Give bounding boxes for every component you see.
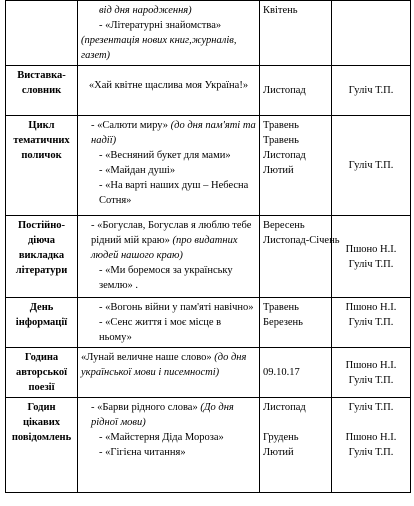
event-note: (до дня української мови і писемності) xyxy=(81,352,247,378)
event-list-cell xyxy=(78,398,260,493)
table-row xyxy=(6,116,411,216)
responsible-person: Пшоно Н.І. xyxy=(345,359,397,371)
event-date: Травень xyxy=(263,120,299,131)
event-form-cell: Виставка-словник xyxy=(6,66,78,116)
event-list-cell xyxy=(78,66,260,116)
table-row xyxy=(6,298,411,348)
event-title: - «Літературні знайомства» xyxy=(99,20,222,31)
table-row xyxy=(6,66,411,116)
table-row xyxy=(6,1,411,66)
event-title: - «Салюти миру» xyxy=(91,120,169,131)
table-row xyxy=(6,348,411,398)
event-form-cell: День інформації xyxy=(6,298,78,348)
plan-table-body xyxy=(6,1,411,493)
event-title: - «Барви рідного слова» xyxy=(91,402,198,413)
event-dates-cell xyxy=(260,348,332,398)
responsible-person: Пшоно Н.І. xyxy=(345,432,397,443)
event-title: «Лунай величне наше слово» xyxy=(81,352,212,363)
event-date: Травень xyxy=(263,135,299,146)
event-item xyxy=(81,263,256,293)
event-title: - «Ми боремося за українську землю» . xyxy=(99,265,233,291)
plan-table xyxy=(5,0,411,493)
responsible-person: Пшоно Н.І. xyxy=(345,243,397,255)
event-date: Квітень xyxy=(263,5,298,16)
table-row xyxy=(6,398,411,493)
responsible-person: Гуліч Т.П. xyxy=(348,447,394,458)
event-title: - «Майдан душі» xyxy=(99,165,176,176)
event-dates-cell xyxy=(260,66,332,116)
event-form-cell: Постійно-діюча викладка літератури xyxy=(6,216,78,298)
event-date: Листопад-Січень xyxy=(263,235,340,246)
event-note: (про видатних людей нашого краю) xyxy=(91,235,238,261)
event-item xyxy=(81,300,256,315)
event-title: - «Сенс життя і моє місце в ньому» xyxy=(99,317,222,343)
event-dates-cell xyxy=(260,1,332,66)
event-dates-cell xyxy=(260,216,340,298)
responsible-person xyxy=(335,3,407,18)
event-title: - «Майстерня Діда Мороза» xyxy=(99,432,224,443)
event-form-cell: Година авторської поезії xyxy=(6,348,78,398)
event-list-cell xyxy=(78,1,260,66)
event-title: - «На варті наших душ – Небесна Сотня» xyxy=(99,180,249,206)
event-title: - «Богуслав, Богуслав я люблю тебе рідний мій краю» xyxy=(91,220,252,246)
event-item xyxy=(81,178,256,208)
responsible-person: Гуліч Т.П. xyxy=(348,374,394,386)
event-item xyxy=(81,400,256,430)
event-date: Листопад xyxy=(263,150,306,161)
event-date: Листопад xyxy=(263,85,306,96)
responsible-cell xyxy=(332,398,411,493)
event-item xyxy=(81,445,256,460)
table-row xyxy=(6,216,411,298)
responsible-person xyxy=(335,415,407,430)
event-item xyxy=(81,163,256,178)
event-item xyxy=(81,315,256,345)
responsible-person: Гуліч Т.П. xyxy=(348,85,394,96)
event-date: Лютий xyxy=(263,165,294,176)
event-date: Листопад xyxy=(263,402,306,413)
responsible-cell xyxy=(332,216,411,298)
event-item xyxy=(81,78,256,93)
event-note: (презентація нових книг,журналів, газет) xyxy=(81,35,237,61)
event-list-cell xyxy=(78,348,260,398)
event-note: (до дня пам'яті та надії) xyxy=(91,120,256,146)
event-item xyxy=(81,33,256,63)
responsible-person: Гуліч Т.П. xyxy=(348,160,394,171)
event-list-cell xyxy=(78,298,260,348)
event-form-cell: Годин цікавих повідомлень xyxy=(6,398,78,493)
responsible-cell xyxy=(332,348,411,398)
event-item xyxy=(81,350,256,380)
event-title: «Хай квітне щаслива моя Україна!» xyxy=(88,80,249,91)
event-dates-cell xyxy=(260,116,332,216)
event-item xyxy=(81,430,256,445)
event-title: - «Гігієна читання» xyxy=(99,447,186,458)
event-date: Березень xyxy=(263,317,303,328)
event-form-cell: Цикл тематичних поличок xyxy=(6,116,78,216)
event-item xyxy=(81,148,256,163)
event-list-cell xyxy=(78,216,260,298)
responsible-cell xyxy=(332,116,411,216)
responsible-person: Пшоно Н.І. xyxy=(345,302,397,313)
responsible-person: Гуліч Т.П. xyxy=(348,317,394,328)
responsible-person: Гуліч Т.П. xyxy=(348,402,394,413)
event-form-cell xyxy=(6,1,78,66)
event-note: (До дня рідної мови) xyxy=(91,402,234,428)
event-title: - «Весняний букет для мами» xyxy=(99,150,231,161)
event-list-cell xyxy=(78,116,260,216)
responsible-person: Гуліч Т.П. xyxy=(348,258,394,270)
event-date: Грудень xyxy=(263,432,299,443)
event-item xyxy=(81,218,256,263)
event-title: - «Вогонь війни у пам'яті навічно» xyxy=(99,302,254,313)
event-date xyxy=(263,415,328,430)
responsible-cell xyxy=(332,1,411,66)
event-dates-cell xyxy=(260,398,332,493)
event-date: Лютий xyxy=(263,447,294,458)
event-dates-cell xyxy=(260,298,332,348)
responsible-cell xyxy=(332,66,411,116)
event-item xyxy=(81,3,256,18)
responsible-cell xyxy=(332,298,411,348)
event-item xyxy=(81,118,256,148)
event-date: 09.10.17 xyxy=(263,367,300,378)
event-note: від дня народження) xyxy=(99,5,192,16)
event-date: Травень xyxy=(263,302,299,313)
event-date: Вересень xyxy=(263,220,305,231)
event-item xyxy=(81,18,256,33)
